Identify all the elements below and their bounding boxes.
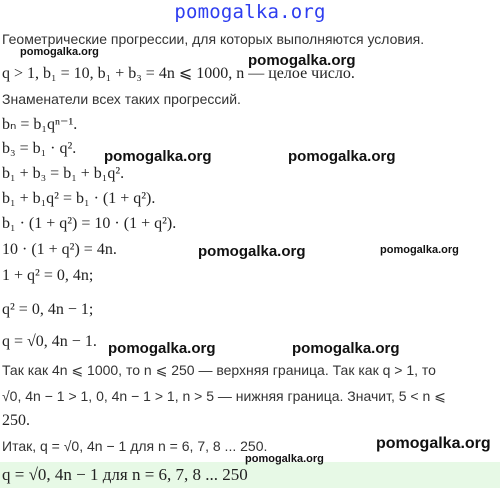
conditions-line: q > 1, b₁ = 10, b₁ + b₃ = 4n ⩽ 1000, n — целое число. (2, 65, 355, 82)
formula-sum: b₁ + b₃ = b₁ + b₁q². (2, 165, 125, 182)
formula-divide: 1 + q² = 0, 4n; (2, 267, 94, 284)
watermark: pomogalka.org (108, 340, 216, 357)
formula-q: q = √0, 4n − 1. (2, 333, 97, 350)
watermark: pomogalka.org (20, 46, 99, 58)
intro-line: Геометрические прогрессии, для которых выполняются условия. (2, 31, 425, 47)
watermark: pomogalka.org (248, 52, 356, 69)
formula-equation: 10 · (1 + q²) = 4n. (2, 241, 117, 258)
formula-factor: b₁ + b₁q² = b₁ · (1 + q²). (2, 190, 156, 207)
watermark: pomogalka.org (245, 453, 324, 465)
watermark: pomogalka.org (376, 435, 491, 452)
site-header-logo: pomogalka.org (174, 1, 326, 23)
watermark: pomogalka.org (288, 148, 396, 165)
task-line: Знаменатели всех таких прогрессий. (2, 91, 241, 107)
conclusion-line: Итак, q = √0, 4n − 1 для n = 6, 7, 8 ... 250. (2, 438, 268, 454)
watermark: pomogalka.org (104, 148, 212, 165)
bound-continuation: 250. (2, 412, 30, 429)
formula-nth-term: bₙ = b₁qⁿ⁻¹. (2, 116, 78, 133)
formula-q-squared: q² = 0, 4n − 1; (2, 301, 94, 318)
formula-substitute: b₁ · (1 + q²) = 10 · (1 + q²). (2, 215, 177, 232)
upper-bound-line: Так как 4n ⩽ 1000, то n ⩽ 250 — верхняя граница. Так как q > 1, то (2, 362, 436, 378)
answer-text: q = √0, 4n − 1 для n = 6, 7, 8 ... 250 (2, 465, 248, 484)
watermark: pomogalka.org (198, 243, 306, 260)
watermark: pomogalka.org (380, 244, 459, 256)
watermark: pomogalka.org (292, 340, 400, 357)
formula-b3: b₃ = b₁ · q². (2, 140, 77, 157)
lower-bound-line: √0, 4n − 1 > 1, 0, 4n − 1 > 1, n > 5 — нижняя граница. Значит, 5 < n ⩽ (2, 388, 446, 404)
